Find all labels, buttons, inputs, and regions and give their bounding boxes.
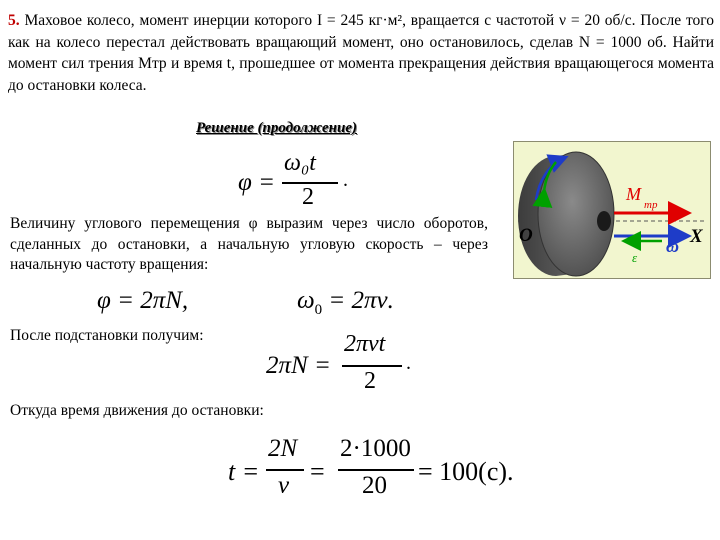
formula4-den1: ν (278, 472, 290, 499)
paragraph-substitution: После подстановки получим: (10, 327, 204, 344)
problem-statement (8, 10, 714, 96)
formula4-lhs: t = (228, 457, 260, 486)
formula4-num2: 2·1000 (340, 435, 411, 462)
formula-time (228, 435, 518, 505)
label-omega: ω (666, 236, 680, 256)
label-m: M (626, 184, 641, 204)
paragraph-angular-displacement: Величину углового перемещения φ выразим через число оборотов, сделанных до остановки, а начальную угловую скорость – через начальную частоту вращения: (10, 215, 488, 273)
formula3-numerator: 2πνt (344, 331, 386, 357)
formula-phi-n: φ = 2πN, (97, 287, 189, 314)
label-m-sub: тр (644, 199, 658, 211)
fraction-bar (266, 469, 304, 471)
label-epsilon: ε (632, 250, 638, 265)
formula3-tail: . (406, 352, 411, 374)
solution-heading: Решение (продолжение) (196, 120, 357, 136)
flywheel-diagram (514, 142, 712, 280)
problem-number: 5. (8, 12, 20, 29)
label-o: O (519, 225, 533, 246)
formula-substitution (266, 333, 416, 397)
formula-phi-tail: . (343, 169, 348, 191)
fraction-bar (342, 365, 402, 367)
fraction-bar (338, 469, 414, 471)
problem-text: Маховое колесо, момент инерции которого I = 245 кг·м², вращается с частотой ν = 20 об/с. После того как на колесо перестал действовать вращающий момент, оно остановилось, сделав N = 1000 об. Найти момент сил трения Mтр и время t, прошедшее от момента прекращения действия вращающегося момента до остановки колеса. (8, 12, 714, 94)
omega-symbol: ω (297, 287, 315, 314)
formula4-eq: = (310, 457, 325, 486)
disk-hole (597, 211, 611, 231)
formula4-num1: 2N (268, 435, 298, 462)
label-x: X (690, 226, 703, 247)
formula3-lhs: 2πN = (266, 352, 331, 379)
formula-omega0 (297, 287, 394, 319)
omega-rest: = 2πν. (322, 287, 394, 314)
paragraph-time: Откуда время движения до остановки: (10, 402, 264, 419)
formula-phi-denominator: 2 (302, 184, 314, 210)
formula-phi-lhs: φ = (238, 169, 275, 196)
formula4-den2: 20 (362, 472, 387, 499)
formula4-result: = 100(c). (418, 457, 514, 486)
omega-subscript: 0 (314, 302, 323, 318)
formula-phi (230, 150, 348, 212)
flywheel-figure (513, 141, 711, 279)
formula-phi-numerator: ω₀t (284, 150, 316, 176)
formula3-denominator: 2 (364, 368, 376, 394)
